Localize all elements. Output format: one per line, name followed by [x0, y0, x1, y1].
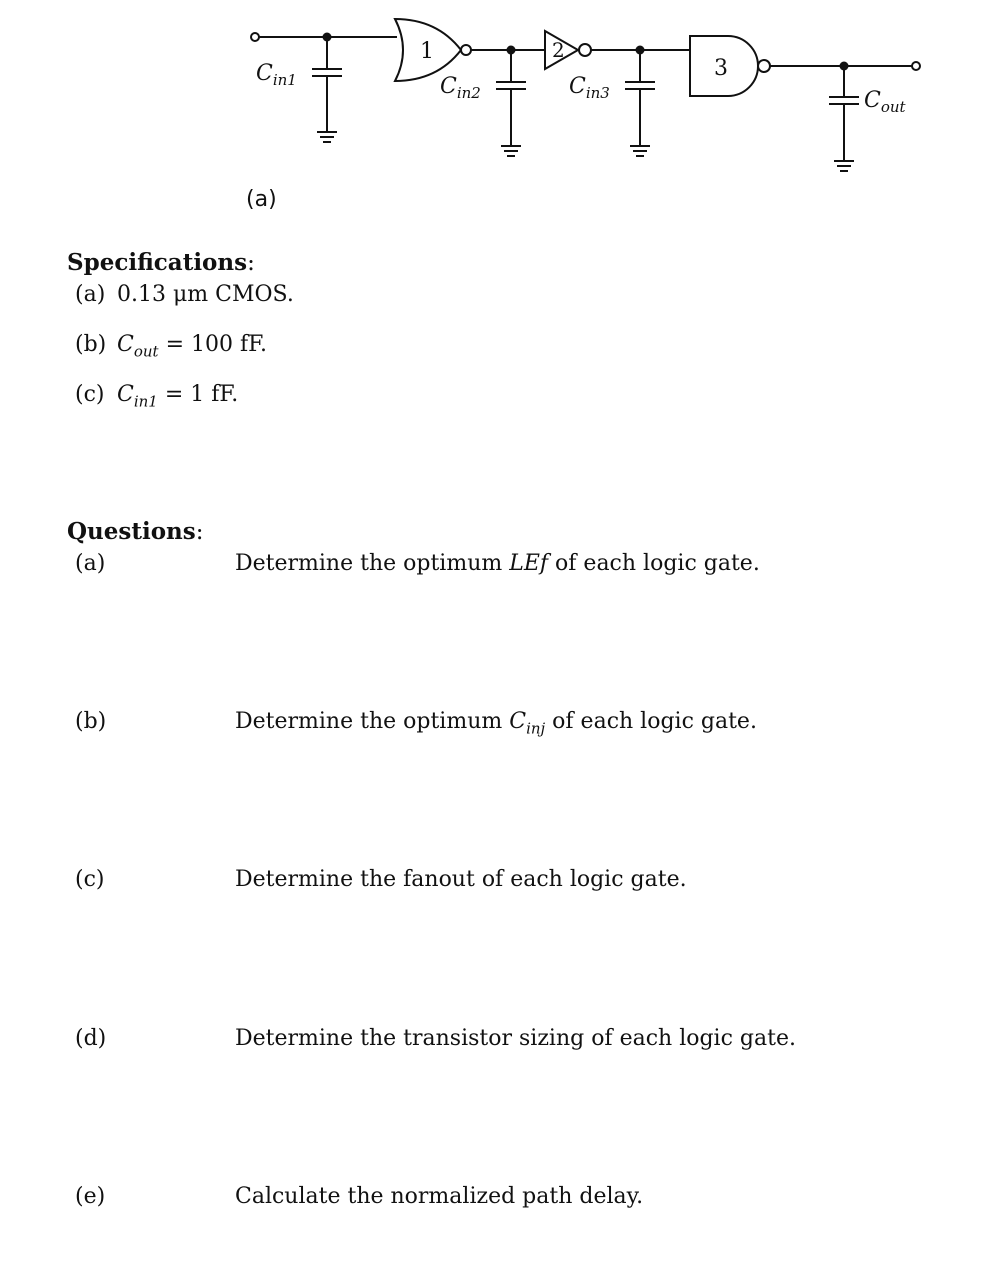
spec-item-b: (b) $C_{out} = 100$ fF. — [75, 332, 267, 361]
spec-item-a: (a) 0.13 μm CMOS. — [75, 282, 294, 307]
question-c-text: Determine the fanout of each logic gate. — [235, 867, 687, 892]
question-e-text: Calculate the normalized path delay. — [235, 1184, 644, 1209]
questions-heading: Questions: — [67, 518, 204, 545]
capacitor-cout — [829, 66, 859, 171]
capacitor-cin1 — [312, 37, 342, 142]
specifications-heading: Specifications: — [67, 249, 255, 276]
spec-item-c: (c) $C_{in1} = 1$ fF. — [75, 382, 239, 411]
question-a-key: (a) — [75, 551, 106, 576]
question-b-key: (b) — [75, 709, 107, 734]
question-c-key: (c) — [75, 867, 105, 892]
question-a-text: Determine the optimum LEf of each logic gate. — [235, 551, 760, 576]
cin3-label: $C_{in3}$ — [569, 74, 610, 102]
input-terminal — [251, 33, 259, 41]
gate-1-label: 1 — [420, 39, 434, 64]
question-b-text: Determine the optimum $C_{inj}$ of each logic gate. — [235, 709, 757, 738]
gate-3-nand — [690, 36, 770, 96]
figure-tag: (a) — [246, 187, 277, 212]
gate-3-label: 3 — [714, 56, 728, 81]
capacitor-cin3 — [625, 50, 655, 156]
question-d-key: (d) — [75, 1026, 107, 1051]
capacitor-cin2 — [496, 50, 526, 156]
output-terminal — [912, 62, 920, 70]
cin2-label: $C_{in2}$ — [440, 74, 481, 102]
question-d-text: Determine the transistor sizing of each logic gate. — [235, 1026, 796, 1051]
cout-label: $C_{out}$ — [864, 88, 906, 116]
cin1-label: $C_{in1}$ — [256, 61, 297, 89]
question-e-key: (e) — [75, 1184, 106, 1209]
gate-2-label: 2 — [552, 38, 565, 62]
circuit-diagram — [0, 0, 1000, 230]
